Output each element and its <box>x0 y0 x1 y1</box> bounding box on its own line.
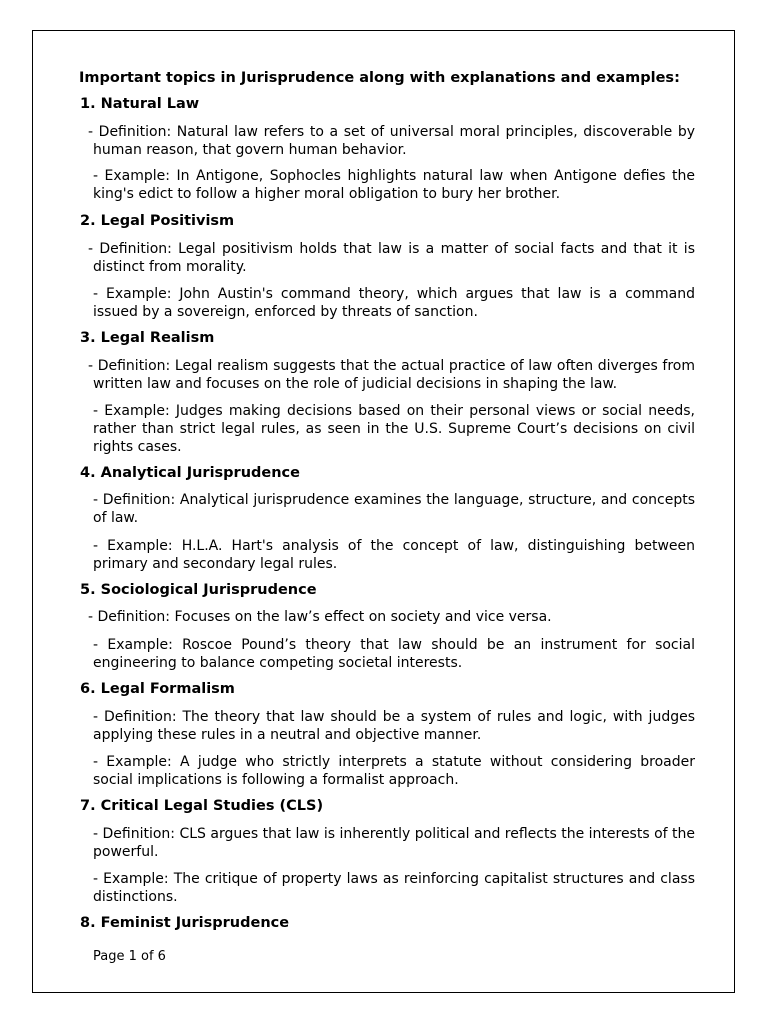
example-paragraph: - Example: In Antigone, Sophocles highlights natural law when Antigone defies the king's edict to follow a higher moral obligation to bury her brother. <box>93 168 695 202</box>
example-paragraph: - Example: H.L.A. Hart's analysis of the concept of law, distinguishing between primary and secondary legal rules. <box>93 538 695 572</box>
document-title: Important topics in Jurisprudence along with explanations and examples: <box>79 70 680 86</box>
example-paragraph: - Example: Roscoe Pound’s theory that law should be an instrument for social engineering to balance competing societal interests. <box>93 637 695 671</box>
definition-paragraph: - Definition: CLS argues that law is inherently political and reflects the interests of the powerful. <box>93 826 695 860</box>
definition-paragraph: - Definition: Natural law refers to a set of universal moral principles, discoverable by human reason, that govern human behavior. <box>88 124 695 158</box>
section-heading-analytical-jurisprudence: 4. Analytical Jurisprudence <box>80 465 300 481</box>
definition-paragraph: - Definition: Legal positivism holds that law is a matter of social facts and that it is distinct from morality. <box>88 241 695 275</box>
section-heading-legal-positivism: 2. Legal Positivism <box>80 213 235 229</box>
section-heading-feminist-jurisprudence: 8. Feminist Jurisprudence <box>80 915 290 931</box>
definition-paragraph: - Definition: Focuses on the law’s effect on society and vice versa. <box>88 609 552 625</box>
definition-paragraph: - Definition: The theory that law should be a system of rules and logic, with judges applying these rules in a neutral and objective manner. <box>93 709 695 743</box>
definition-paragraph: - Definition: Legal realism suggests that the actual practice of law often diverges from written law and focuses on the role of judicial decisions in shaping the law. <box>88 358 695 392</box>
section-heading-critical-legal-studies: 7. Critical Legal Studies (CLS) <box>80 798 324 814</box>
example-paragraph: - Example: Judges making decisions based on their personal views or social needs, rather than strict legal rules, as seen in the U.S. Supreme Court’s decisions on civil rights cases. <box>93 403 695 455</box>
section-heading-natural-law: 1. Natural Law <box>80 96 200 112</box>
example-paragraph: - Example: A judge who strictly interprets a statute without considering broader social implications is following a formalist approach. <box>93 754 695 788</box>
example-paragraph: - Example: John Austin's command theory, which argues that law is a command issued by a sovereign, enforced by threats of sanction. <box>93 286 695 320</box>
page-number: Page 1 of 6 <box>93 949 166 964</box>
section-heading-legal-realism: 3. Legal Realism <box>80 330 215 346</box>
document-page <box>32 30 735 993</box>
definition-paragraph: - Definition: Analytical jurisprudence examines the language, structure, and concepts of law. <box>93 492 695 526</box>
section-heading-sociological-jurisprudence: 5. Sociological Jurisprudence <box>80 582 317 598</box>
section-heading-legal-formalism: 6. Legal Formalism <box>80 681 235 697</box>
example-paragraph: - Example: The critique of property laws as reinforcing capitalist structures and class distinctions. <box>93 871 695 905</box>
